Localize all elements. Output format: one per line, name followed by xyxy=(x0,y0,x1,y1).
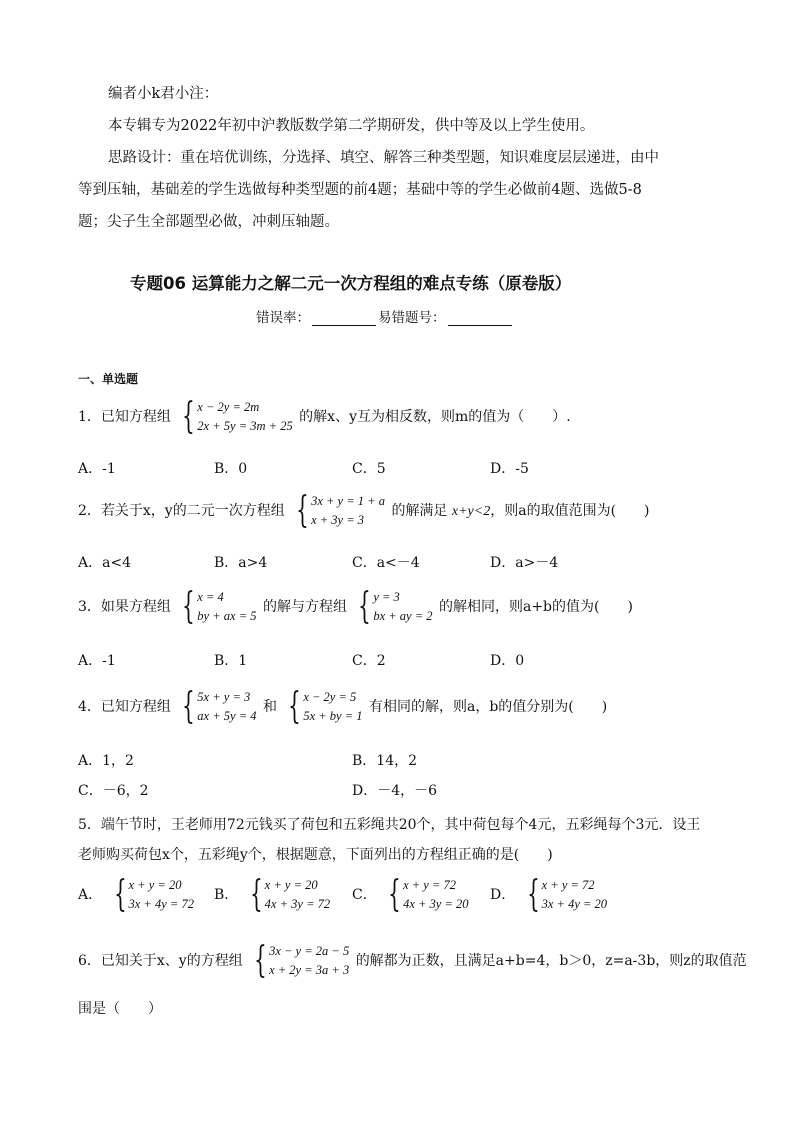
error-rate-blank[interactable] xyxy=(312,311,376,326)
editor-note: 编者小k君小注： xyxy=(108,86,219,102)
q4-eq-3: x − 2y = 5 xyxy=(303,690,357,704)
intro-line-3: 等到压轴，基础差的学生选做每种类型题的前4题；基础中等的学生必做前4题、选做5-8 xyxy=(78,182,642,198)
q5-option-a-system xyxy=(109,876,194,914)
error-rate-label: 错误率： xyxy=(256,310,310,326)
q1-eq-1: x − 2y = 2m xyxy=(197,400,260,414)
q4-eq-1: 5x + y = 3 xyxy=(197,690,251,704)
q2-system xyxy=(291,492,385,530)
q5-option-a[interactable] xyxy=(78,876,196,914)
intro-line-4: 题；尖子生全部题型必做，冲刺压轴题。 xyxy=(78,214,339,230)
q6-eq-2: x + 2y = 3a + 3 xyxy=(269,963,350,977)
q2-pre: 2．若关于x，y的二元一次方程组 xyxy=(78,503,285,519)
brace-icon: { xyxy=(113,874,127,915)
q5-option-c[interactable] xyxy=(352,876,471,914)
q3-mid: 的解与方程组 xyxy=(262,599,347,615)
q5-d-eq-1: x + y = 72 xyxy=(541,878,595,892)
q1-system xyxy=(177,398,292,436)
q5-d-eq-2: 3x + 4y = 20 xyxy=(541,897,608,911)
brace-icon: { xyxy=(288,686,302,727)
q3-pre: 3．如果方程组 xyxy=(78,599,171,615)
q2-eq-2: x + 3y = 3 xyxy=(311,513,365,527)
q5-b-eq-2: 4x + 3y = 72 xyxy=(264,897,331,911)
q3-eq-4: bx + ay = 2 xyxy=(373,609,433,623)
meta-line xyxy=(256,306,514,326)
q3-eq-3: y = 3 xyxy=(373,590,400,604)
intro-line-1: 本专辑专为2022年初中沪教版数学第二学期研发，供中等及以上学生使用。 xyxy=(108,118,595,134)
q5-option-a-label: A． xyxy=(78,887,103,903)
question-6 xyxy=(78,942,747,980)
q3-option-d[interactable]: D．0 xyxy=(490,653,525,669)
brace-icon: { xyxy=(296,490,309,531)
q2-option-a[interactable]: A．a<4 xyxy=(78,555,132,571)
q2-condition: x+y<2 xyxy=(451,504,491,519)
wrong-no-blank[interactable] xyxy=(448,311,512,326)
q3-option-b[interactable]: B．1 xyxy=(214,653,248,669)
page-title: 专题06 运算能力之解二元一次方程组的难点专练（原卷版） xyxy=(130,274,572,293)
q1-option-b[interactable]: B．0 xyxy=(214,461,248,477)
q5-line-2: 老师购买荷包x个，五彩绳y个，根据题意，下面列出的方程组正确的是( ) xyxy=(78,847,553,863)
q5-c-eq-1: x + y = 72 xyxy=(403,878,457,892)
brace-icon: { xyxy=(249,874,263,915)
q1-option-a[interactable]: A．-1 xyxy=(78,461,116,477)
q3-system-2 xyxy=(353,588,432,626)
q6-line-2: 围是（ ） xyxy=(78,1001,162,1017)
brace-icon: { xyxy=(182,686,196,727)
q1-option-d[interactable]: D．-5 xyxy=(490,461,529,477)
q4-option-a[interactable]: A．1，2 xyxy=(78,753,134,769)
question-4 xyxy=(78,688,607,726)
q2-mid: 的解满足 xyxy=(391,503,448,519)
brace-icon: { xyxy=(526,874,540,915)
question-1 xyxy=(78,398,571,436)
question-2 xyxy=(78,492,650,530)
q4-post: 有相同的解，则a，b的值分别为( ) xyxy=(368,699,608,715)
q6-pre: 6．已知关于x、y的方程组 xyxy=(78,953,243,969)
brace-icon: { xyxy=(388,874,401,915)
q2-option-c[interactable]: C．a<－4 xyxy=(352,555,420,571)
q3-system-1 xyxy=(177,588,256,626)
q5-option-b-system xyxy=(245,876,330,914)
intro-line-2: 思路设计：重在培优训练，分选择、填空、解答三种类型题，知识难度层层递进，由中 xyxy=(108,150,659,166)
q4-system-1 xyxy=(177,688,256,726)
q2-option-d[interactable]: D．a>－4 xyxy=(490,555,559,571)
q5-b-eq-1: x + y = 20 xyxy=(264,878,318,892)
q4-option-d[interactable]: D．－4，－6 xyxy=(352,783,438,799)
q5-option-d-system xyxy=(522,876,607,914)
q5-option-d[interactable] xyxy=(490,876,609,914)
q5-option-b[interactable] xyxy=(214,876,332,914)
q6-system xyxy=(249,942,349,980)
wrong-no-label: 易错题号： xyxy=(378,310,446,326)
brace-icon: { xyxy=(182,396,196,437)
q4-eq-2: ax + 5y = 4 xyxy=(197,709,257,723)
brace-icon: { xyxy=(254,940,267,981)
q5-option-c-system xyxy=(383,876,468,914)
q4-option-b[interactable]: B．14，2 xyxy=(352,753,418,769)
q6-post: 的解都为正数，且满足a+b=4，b＞0，z=a-3b，则z的取值范 xyxy=(355,953,747,969)
q5-option-b-label: B． xyxy=(214,887,239,903)
q2-post: ，则a的取值范围为( ) xyxy=(490,503,650,519)
q6-eq-1: 3x − y = 2a − 5 xyxy=(269,944,350,958)
q1-eq-2: 2x + 5y = 3m + 25 xyxy=(197,419,293,433)
q3-eq-1: x = 4 xyxy=(197,590,224,604)
question-3 xyxy=(78,588,633,626)
brace-icon: { xyxy=(182,586,196,627)
q3-eq-2: by + ax = 5 xyxy=(197,609,257,623)
q4-pre: 4．已知方程组 xyxy=(78,699,171,715)
q3-option-a[interactable]: A．-1 xyxy=(78,653,116,669)
q5-option-c-label: C． xyxy=(352,887,377,903)
q5-c-eq-2: 4x + 3y = 20 xyxy=(403,897,469,911)
q5-a-eq-2: 3x + 4y = 72 xyxy=(128,897,194,911)
q4-mid: 和 xyxy=(262,699,277,715)
q1-pre: 1．已知方程组 xyxy=(78,409,171,425)
q2-eq-1: 3x + y = 1 + a xyxy=(311,494,385,508)
q1-option-c[interactable]: C．5 xyxy=(352,461,386,477)
q4-system-2 xyxy=(283,688,362,726)
q2-option-b[interactable]: B．a>4 xyxy=(214,555,268,571)
q3-option-c[interactable]: C．2 xyxy=(352,653,386,669)
q5-a-eq-1: x + y = 20 xyxy=(128,878,182,892)
q5-line-1: 5．端午节时，王老师用72元钱买了荷包和五彩绳共20个，其中荷包每个4元，五彩绳每个3元．设王 xyxy=(78,817,701,833)
q3-post: 的解相同，则a+b的值为( ) xyxy=(438,599,633,615)
q5-option-d-label: D． xyxy=(490,887,516,903)
section-heading: 一、单选题 xyxy=(78,372,139,386)
q1-post: 的解x、y互为相反数，则m的值为（ ）. xyxy=(299,409,571,425)
q4-eq-4: 5x + by = 1 xyxy=(303,709,363,723)
q4-option-c[interactable]: C．－6，2 xyxy=(78,783,149,799)
brace-icon: { xyxy=(358,586,372,627)
